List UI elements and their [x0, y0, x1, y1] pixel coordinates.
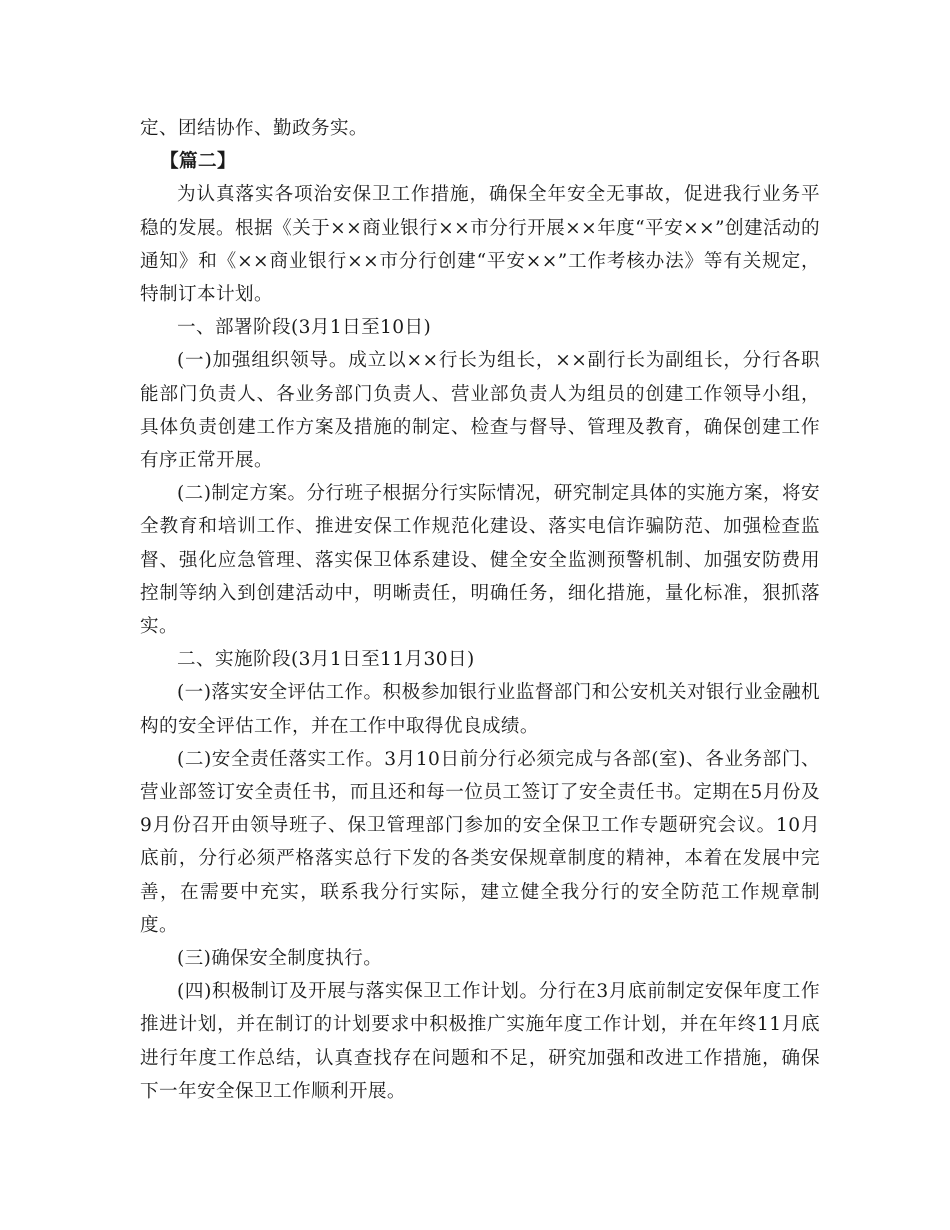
- paragraph-intro: 为认真落实各项治安保卫工作措施，确保全年安全无事故，促进我行业务平稳的发展。根据《关于××商业银行××市分行开展××年度“平安××”创建活动的通知》和《××商业银行××市分行创建“平安××”工作考核办法》等有关规定，特制订本计划。: [140, 184, 820, 306]
- section-heading: 【篇二】: [160, 151, 236, 173]
- paragraph-continuation: 定、团结协作、勤政务实。: [140, 118, 368, 139]
- document-body: [140, 112, 820, 1108]
- paragraph-responsibility: (二)安全责任落实工作。3月10日前分行必须完成与各部(室)、各业务部门、营业部签订安全责任书，而且还和每一位员工签订了安全责任书。定期在5月份及9月份召开由领导班子、保卫管理部门参加的安全保卫工作专题研究会议。10月底前，分行必须严格落实总行下发的各类安保规章制度的精神，本着在发展中完善，在需要中充实，联系我分行实际，建立健全我分行的安全防范工作规章制度。: [140, 748, 820, 936]
- paragraph-work-plan: (四)积极制订及开展与落实保卫工作计划。分行在3月底前制定安保年度工作推进计划，并在制订的计划要求中积极推广实施年度工作计划，并在年终11月底进行年度工作总结，认真查找存在问题和不足，研究加强和改进工作措施，确保下一年安全保卫工作顺利开展。: [140, 981, 820, 1102]
- paragraph-assessment: (一)落实安全评估工作。积极参加银行业监督部门和公安机关对银行业金融机构的安全评估工作，并在工作中取得优良成绩。: [140, 682, 820, 737]
- paragraph-regulation: (三)确保安全制度执行。: [177, 948, 383, 970]
- paragraph-organization: (一)加强组织领导。成立以××行长为组长，××副行长为副组长，分行各职能部门负责人、各业务部门负责人、营业部负责人为组员的创建工作领导小组，具体负责创建工作方案及措施的制定、检查与督导、管理及教育，确保创建工作有序正常开展。: [140, 350, 820, 472]
- stage-heading-implement: 二、实施阶段(3月1日至11月30日): [177, 649, 475, 671]
- paragraph-plan: (二)制定方案。分行班子根据分行实际情况，研究制定具体的实施方案，将安全教育和培训工作、推进安保工作规范化建设、落实电信诈骗防范、加强检查监督、强化应急管理、落实保卫体系建设、健全安全监测预警机制、加强安防费用控制等纳入到创建活动中，明晰责任，明确任务，细化措施，量化标准，狠抓落实。: [140, 483, 820, 638]
- stage-heading-deploy: 一、部署阶段(3月1日至10日): [177, 317, 432, 339]
